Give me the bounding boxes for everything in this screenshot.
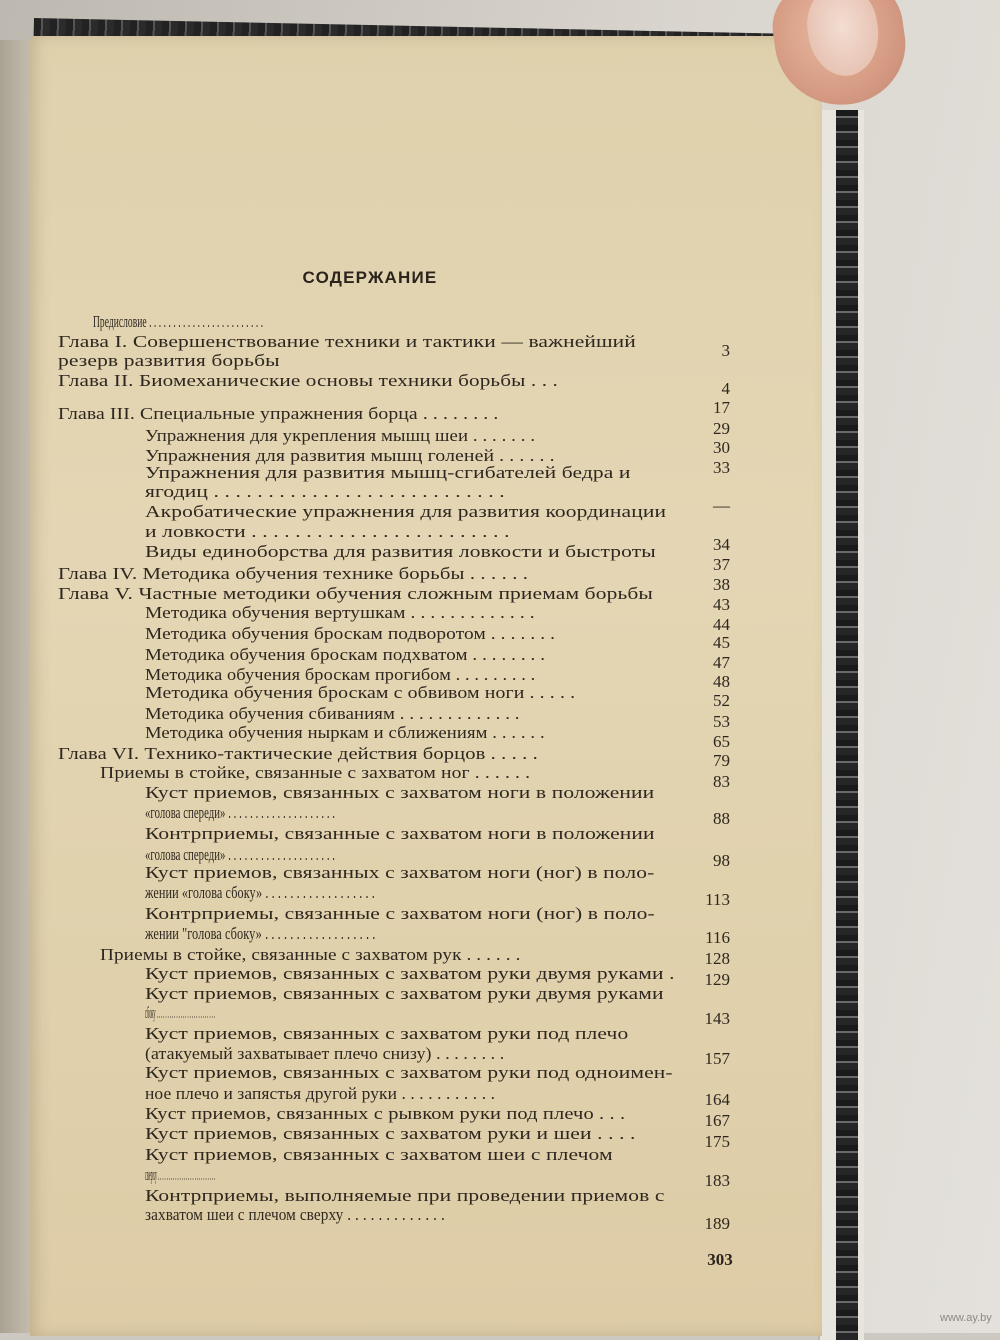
toc-page-number: — xyxy=(713,496,730,515)
toc-page-number: 128 xyxy=(704,949,730,968)
toc-page-number: 33 xyxy=(713,458,730,477)
toc-page-number: 47 xyxy=(713,653,730,672)
toc-entry: Упражнения для развития мышц голеней . . . . . . xyxy=(145,446,555,465)
toc-page-number: 45 xyxy=(713,633,730,652)
toc-entry: (атакуемый захватывает плечо снизу) . . . . . . . . xyxy=(145,1044,505,1063)
toc-entry: Методика обучения вертушкам . . . . . . . . . . . . . xyxy=(145,603,535,622)
toc-entry: Предисловие . . . . . . . . . . . . . . . . . . . . . . . . xyxy=(93,312,264,331)
toc-page-number: 43 xyxy=(713,595,730,614)
left-page-edge xyxy=(0,40,34,1333)
toc-entry: Куст приемов, связанных с захватом руки и шеи . . . . xyxy=(145,1124,636,1143)
toc-page-number: 83 xyxy=(713,772,730,791)
toc-entry: Контрприемы, связанные с захватом ноги (ног) в поло- xyxy=(145,904,655,923)
toc-page-number: 30 xyxy=(713,438,730,457)
toc-page-number: 37 xyxy=(713,555,730,574)
toc-entry: Контрприемы, выполняемые при проведении приемов с xyxy=(145,1186,665,1205)
toc-page-number: 3 xyxy=(721,341,730,360)
page-title: СОДЕРЖАНИЕ xyxy=(302,268,438,287)
watermark: www.ay.by xyxy=(940,1312,992,1324)
toc-page-number: 116 xyxy=(705,928,730,947)
toc-page-number: 4 xyxy=(721,379,730,398)
toc-page-number: 167 xyxy=(704,1111,730,1130)
toc-entry: Куст приемов, связанных с захватом ноги (ног) в поло- xyxy=(145,863,655,882)
book-spine-edge xyxy=(836,110,858,1340)
toc-entry: резерв развития борьбы xyxy=(58,351,280,370)
toc-page-number: 175 xyxy=(704,1132,730,1151)
toc-page-number: 129 xyxy=(704,970,730,989)
toc-entry: Методика обучения броскам подхватом . . . . . . . . xyxy=(145,645,546,664)
toc-page-number: 52 xyxy=(713,691,730,710)
toc-page-number: 113 xyxy=(705,890,730,909)
toc-entry: Упражнения для укрепления мышц шеи . . . . . . . xyxy=(145,426,536,445)
toc-entry: Методика обучения ныркам и сближениям . . . . . . xyxy=(145,723,545,742)
toc-entry: Контрприемы, связанные с захватом ноги в положении xyxy=(145,824,655,843)
toc-entry: Куст приемов, связанных с рывком руки под плечо . . . xyxy=(145,1104,626,1123)
toc-entry: «голова спереди» . . . . . . . . . . . . . . . . . . . . xyxy=(145,845,336,864)
toc-entry: Куст приемов, связанных с захватом руки под одноимен- xyxy=(145,1063,673,1082)
toc-entry: Глава IV. Методика обучения технике борьбы . . . . . . xyxy=(58,564,529,583)
toc-entry: захватом шеи с плечом сверху . . . . . . . . . . . . . xyxy=(145,1205,445,1224)
toc-entry: Куст приемов, связанных с захватом руки под плечо xyxy=(145,1024,629,1043)
toc-entry: Глава V. Частные методики обучения сложным приемам борьбы xyxy=(58,584,653,603)
toc-entry: Методика обучения сбиваниям . . . . . . . . . . . . . xyxy=(145,704,520,723)
toc-page-number: 189 xyxy=(704,1214,730,1233)
toc-page-number: 44 xyxy=(713,615,730,634)
toc-entry: Куст приемов, связанных с захватом руки двумя руками xyxy=(145,984,664,1003)
toc-entry: Приемы в стойке, связанные с захватом ног . . . . . . xyxy=(100,763,531,782)
toc-page-number: 98 xyxy=(713,851,730,870)
toc-page-number: 29 xyxy=(713,419,730,438)
toc-entry: Глава III. Специальные упражнения борца . . . . . . . . xyxy=(58,404,499,423)
toc-entry: жении «голова сбоку» . . . . . . . . . . . . . . . . . . xyxy=(145,883,375,902)
toc-entry: Приемы в стойке, связанные с захватом рук . . . . . . xyxy=(100,945,521,964)
toc-entry: Методика обучения броскам с обвивом ноги . . . . . xyxy=(145,683,576,702)
toc-page-number: 164 xyxy=(704,1090,730,1109)
toc-page-number: 79 xyxy=(713,751,730,770)
page-number: 303 xyxy=(707,1250,733,1269)
toc-page-number: 17 xyxy=(713,398,730,417)
toc-entry: сбоку . . . . . . . . . . . . . . . . . . . . . . . . . . . xyxy=(145,1003,215,1022)
toc-page-number: 53 xyxy=(713,712,730,731)
toc-page-number: 157 xyxy=(704,1049,730,1068)
toc-entry: Глава II. Биомеханические основы техники борьбы . . . xyxy=(58,371,558,390)
toc-entry: «голова спереди» . . . . . . . . . . . . . . . . . . . . xyxy=(145,803,336,822)
toc-page-number: 88 xyxy=(713,809,730,828)
toc-entry: Упражнения для развития мышц-сгибателей бедра и xyxy=(145,463,631,482)
toc-page-number: 38 xyxy=(713,575,730,594)
toc-entry: ное плечо и запястья другой руки . . . . . . . . . . . xyxy=(145,1084,496,1103)
toc-page-number: 143 xyxy=(704,1009,730,1028)
toc-entry: Глава VI. Технико-тактические действия борцов . . . . . xyxy=(58,744,538,763)
toc-entry: Методика обучения броскам подворотом . . . . . . . xyxy=(145,624,556,643)
toc-entry: Акробатические упражнения для развития координации xyxy=(145,502,667,521)
toc-entry: и ловкости . . . . . . . . . . . . . . . . . . . . . . . . xyxy=(145,522,510,541)
toc-entry: жении "голова сбоку» . . . . . . . . . . . . . . . . . . xyxy=(145,924,376,943)
toc-entry: Глава I. Совершенствование техники и тактики — важнейший xyxy=(58,332,636,351)
toc-page-number: 34 xyxy=(713,535,730,554)
toc-entry: Куст приемов, связанных с захватом ноги в положении xyxy=(145,783,655,802)
toc-page-number: 183 xyxy=(704,1171,730,1190)
toc-entry: ягодиц . . . . . . . . . . . . . . . . . . . . . . . . . . . xyxy=(145,482,505,501)
toc-entry: Методика обучения броскам прогибом . . . . . . . . . xyxy=(145,665,536,684)
toc-page-number: 48 xyxy=(713,672,730,691)
toc-entry: Куст приемов, связанных с захватом шеи с плечом xyxy=(145,1145,613,1164)
toc-entry: Куст приемов, связанных с захватом руки двумя руками . xyxy=(145,964,675,983)
toc-page-number: 65 xyxy=(713,732,730,751)
toc-entry: сверху . . . . . . . . . . . . . . . . . . . . . . . . . . . xyxy=(145,1165,216,1184)
toc-entry: Виды единоборства для развития ловкости и быстроты xyxy=(145,542,656,561)
